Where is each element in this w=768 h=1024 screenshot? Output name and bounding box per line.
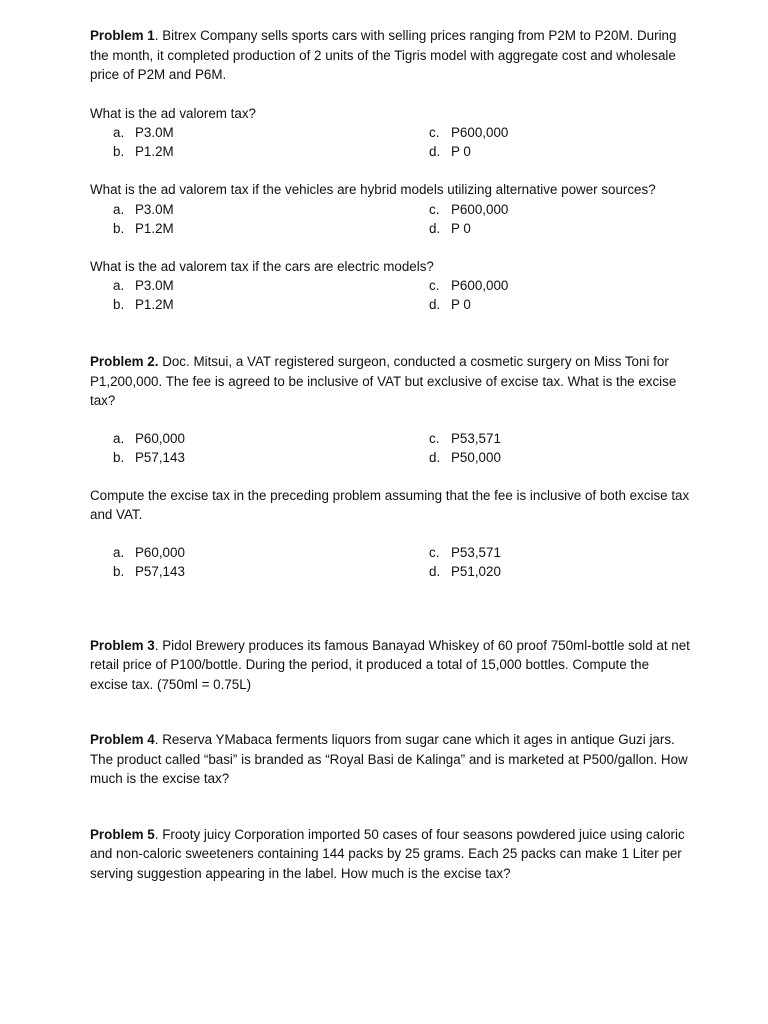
options-2b [90, 543, 690, 581]
problem-5-label: Problem 5 [90, 826, 155, 842]
problem-4-text: . Reserva YMabaca ferments liquors from sugar cane which it ages in antique Guzi jars. The product called “basi” is branded as “Royal Basi de Kalinga” and is marketed at P500/gallon. How much is the excise tax? [90, 732, 688, 786]
question-2b: Compute the excise tax in the preceding problem assuming that the fee is inclusive of both excise tax and VAT. [90, 487, 690, 522]
option-b: b. P1.2M [113, 297, 174, 312]
option-d: d. P 0 [429, 297, 471, 312]
option-d: d. P51,020 [429, 563, 501, 579]
problem-1-statement [90, 26, 690, 85]
options-1a [90, 123, 690, 161]
option-a: a. P3.0M [113, 278, 174, 293]
problem-2-text: Doc. Mitsui, a VAT registered surgeon, conducted a cosmetic surgery on Miss Toni for P1,200,000. The fee is agreed to be inclusive of VAT but exclusive of excise tax. What is the excise tax? [90, 354, 677, 408]
problem-1-text: . Bitrex Company sells sports cars with selling prices ranging from P2M to P20M. During the month, it completed production of 2 units of the Tigris model with aggregate cost and wholesale price of P2M and P6M. [90, 28, 677, 82]
problem-5-text: . Frooty juicy Corporation imported 50 cases of four seasons powdered juice using caloric and non-caloric sweeteners containing 144 packs by 25 grams. Each 25 packs can make 1 Liter per serving suggestion appearing in the label. How much is the excise tax? [90, 826, 685, 881]
option-d: d. P50,000 [429, 449, 501, 465]
problem-2-label: Problem 2. [90, 354, 159, 369]
question-1a: What is the ad valorem tax? [90, 105, 256, 121]
option-b: b. P57,143 [113, 563, 185, 579]
problem-3-text: . Pidol Brewery produces its famous Banayad Whiskey of 60 proof 750ml-bottle sold at net retail price of P100/bottle. During the period, it produced a total of 15,000 bottles. Compute the excise tax. (750ml = 0.75L) [90, 637, 690, 692]
problem-5-statement [90, 825, 690, 884]
option-d: d. P 0 [429, 220, 471, 236]
options-1c [90, 276, 690, 314]
option-c: c. P600,000 [429, 201, 509, 217]
option-a: a. P60,000 [113, 544, 185, 560]
option-d: d. P 0 [429, 144, 471, 159]
problem-1-label: Problem 1 [90, 28, 155, 43]
option-b: b. P57,143 [113, 449, 185, 465]
question-1c: What is the ad valorem tax if the cars are electric models? [90, 258, 434, 274]
problem-3-label: Problem 3 [90, 637, 155, 653]
question-1b: What is the ad valorem tax if the vehicles are hybrid models utilizing alternative power sources? [90, 182, 656, 197]
option-a: a. P60,000 [113, 430, 185, 446]
option-c: c. P600,000 [429, 125, 509, 140]
problem-4-statement [90, 730, 690, 789]
option-b: b. P1.2M [113, 144, 174, 159]
problem-2-statement [90, 352, 690, 411]
option-a: a. P3.0M [113, 201, 174, 217]
problem-3-statement [90, 636, 690, 695]
options-2a [90, 429, 690, 467]
option-c: c. P53,571 [429, 430, 501, 446]
option-c: c. P600,000 [429, 278, 509, 293]
options-1b [90, 200, 690, 238]
problem-4-label: Problem 4 [90, 732, 155, 747]
option-b: b. P1.2M [113, 220, 174, 236]
option-c: c. P53,571 [429, 544, 501, 560]
document-page [90, 26, 690, 883]
option-a: a. P3.0M [113, 125, 174, 140]
